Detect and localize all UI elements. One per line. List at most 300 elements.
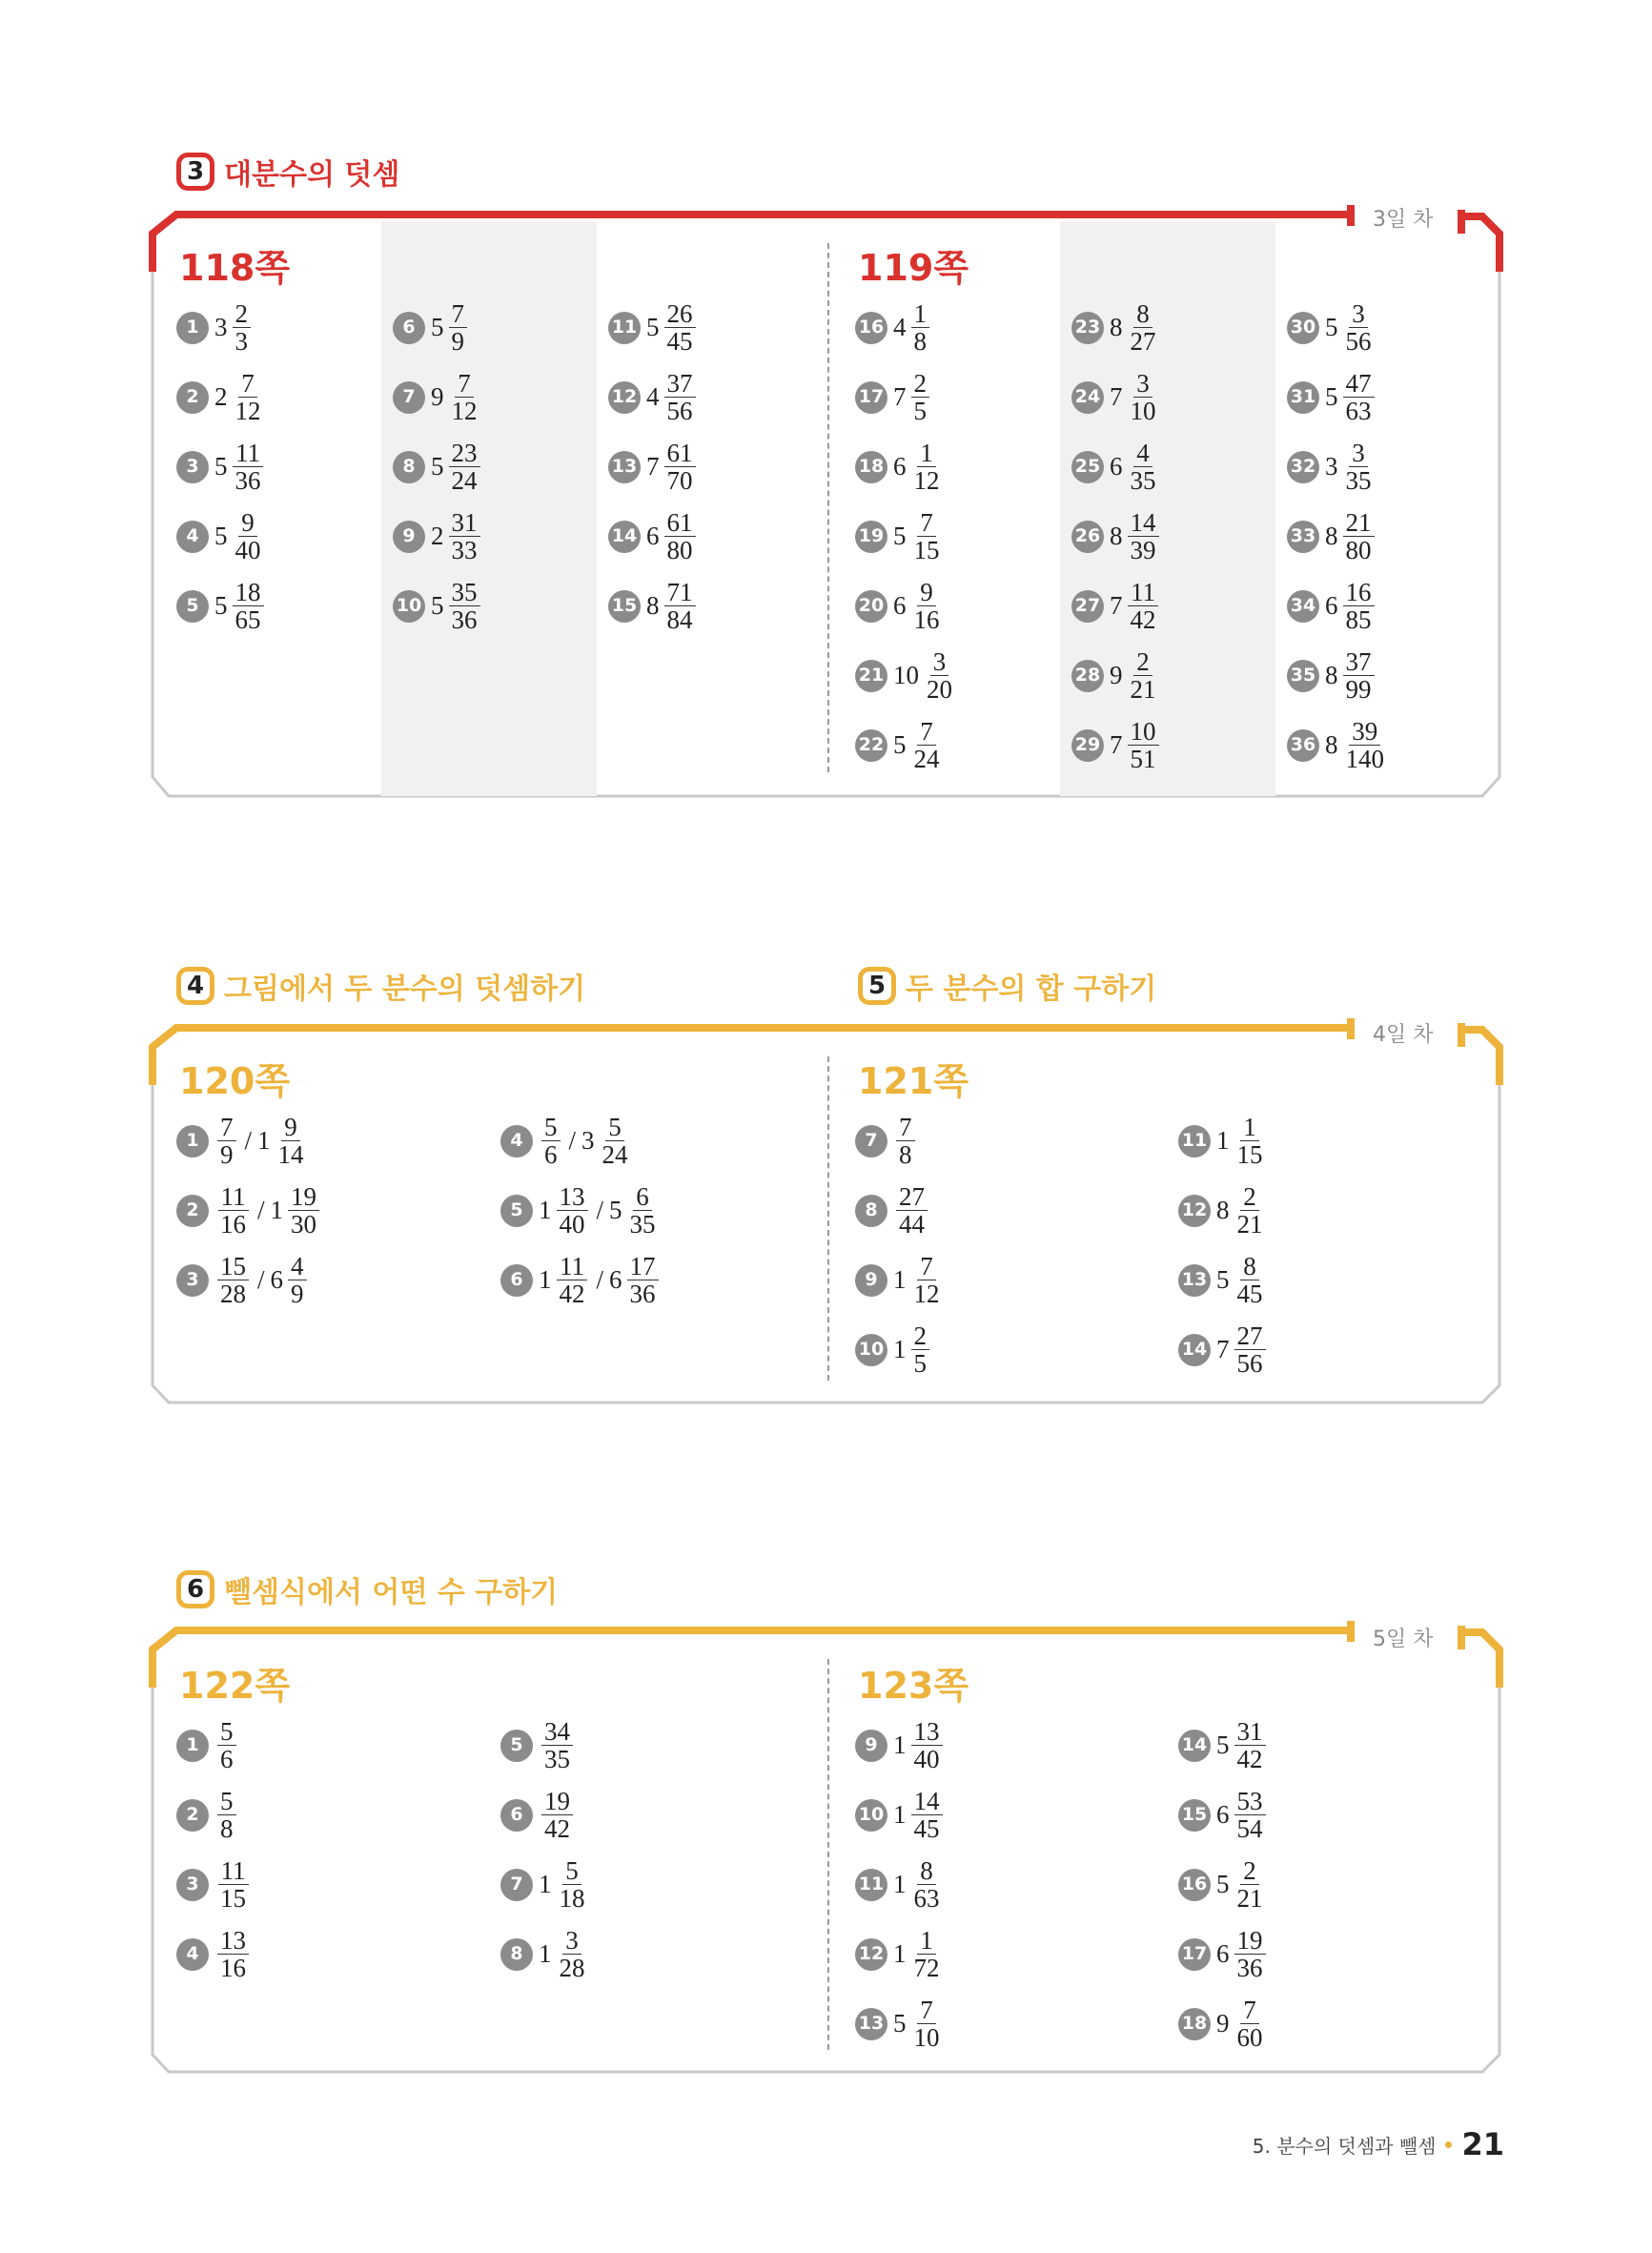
numerator: 7 [917,509,936,537]
whole-number: 8 [646,591,660,621]
denominator: 39 [1130,536,1156,565]
answer-item [1287,440,1377,495]
numerator: 3 [562,1927,581,1955]
fraction [664,300,696,356]
denominator: 3 [235,327,248,357]
denominator: 5 [913,1349,927,1379]
numerator: 8 [917,1857,936,1885]
item-number-badge: 9 [855,1730,887,1762]
numerator: 3 [1349,440,1368,467]
numerator: 7 [917,1253,936,1280]
answer-item [1178,1183,1269,1239]
day-label: 3일 차 [1373,208,1434,232]
answer-item [855,1322,932,1378]
denominator: 28 [220,1280,246,1309]
item-number-badge: 17 [1178,1938,1211,1971]
denominator: 60 [1236,2023,1263,2053]
numerator: 11 [218,1183,249,1211]
denominator: 18 [559,1884,585,1914]
fraction [911,1788,943,1843]
numerator: 8 [1240,1253,1259,1280]
item-number-badge: 3 [176,1869,209,1901]
whole-number: 6 [893,452,907,481]
whole-number: 7 [646,452,660,481]
fraction [288,1253,307,1308]
whole-number: 6 [893,591,907,621]
denominator: 36 [235,466,261,496]
fraction [1343,648,1375,704]
numerator: 27 [896,1183,928,1211]
fraction [217,1114,236,1169]
numerator: 9 [281,1114,300,1141]
denominator: 21 [1130,675,1156,705]
whole-number: 6 [646,522,660,551]
fraction [664,440,696,495]
answer-item [1178,1253,1269,1308]
numerator: 39 [1349,718,1380,746]
item-number-badge: 10 [393,590,425,623]
numerator: 3 [1349,300,1368,328]
item-number-badge: 15 [608,590,641,623]
item-number-badge: 32 [1287,451,1319,483]
item-number-badge: 7 [393,381,425,414]
numerator: 7 [917,1997,936,2024]
fraction [1128,648,1159,704]
whole-number: 1 [893,1335,907,1364]
whole-number: 8 [1110,522,1123,551]
numerator: 14 [911,1788,943,1815]
numerator: 27 [1234,1322,1266,1350]
fraction [1343,718,1388,773]
fraction [1234,1857,1266,1913]
answer-item [855,648,958,704]
whole-number: 5 [431,591,444,621]
answer-item [393,509,483,564]
answer-item [1071,648,1162,704]
answer-item [855,1927,946,1982]
whole-number: 1 [539,1265,552,1295]
answer-item [855,718,946,773]
answer-item [608,509,699,564]
whole-number: 5 [893,730,907,760]
separator: / [596,1196,604,1225]
numerator: 1 [917,440,936,467]
answer-item [500,1253,662,1308]
item-number-badge: 4 [176,1938,209,1971]
item-number-badge: 23 [1071,312,1104,344]
item-number-badge: 13 [608,451,641,483]
whole-number: 2 [214,382,228,412]
denominator: 40 [913,1745,940,1774]
numerator: 34 [541,1718,573,1746]
denominator: 15 [220,1884,246,1914]
denominator: 16 [220,1210,246,1239]
fraction [217,1857,249,1913]
denominator: 12 [451,397,478,426]
fraction [1234,1997,1266,2052]
fraction [1234,1114,1266,1169]
answer-item [1287,509,1377,564]
answer-item [855,1183,930,1239]
denominator: 8 [899,1140,912,1170]
numerator: 7 [917,718,936,746]
item-number-badge: 28 [1071,660,1104,692]
chapter-title: 5. 분수의 덧셈과 뺄셈 [1252,2134,1437,2158]
whole-number: 7 [1110,382,1123,412]
answer-item [1287,579,1377,634]
numerator: 5 [605,1114,624,1141]
fraction [449,370,480,425]
fraction [1234,1322,1266,1378]
fraction [1128,718,1159,773]
denominator: 28 [559,1954,585,1983]
answer-item [1071,440,1162,495]
fraction [911,1927,943,1982]
numerator: 61 [664,440,696,467]
item-number-badge: 10 [855,1799,887,1832]
denominator: 9 [451,327,464,357]
whole-number: 1 [893,1731,907,1760]
answer-item [855,509,946,564]
answer-item [1071,579,1162,634]
separator: / [596,1265,604,1295]
fraction [1234,1253,1266,1308]
numerator: 11 [218,1857,249,1885]
fraction [1234,1183,1266,1239]
fraction [664,370,696,425]
denominator: 35 [629,1210,656,1239]
denominator: 42 [559,1280,585,1309]
denominator: 56 [1236,1349,1263,1379]
fraction [1234,1788,1266,1843]
fraction [233,579,264,634]
fraction [1234,1927,1266,1982]
section-title-text: 그림에서 두 분수의 덧셈하기 [224,973,586,1006]
answer-item [1071,718,1162,773]
denominator: 9 [220,1140,234,1170]
numerator: 5 [217,1788,236,1815]
item-number-badge: 2 [176,1195,209,1227]
separator: / [568,1126,577,1156]
section-number-badge: 5 [858,967,896,1005]
page-heading: 119쪽 [858,247,969,289]
whole-number: 4 [893,313,907,342]
numerator: 35 [449,579,480,606]
whole-number: 6 [1216,1800,1230,1830]
whole-number: 5 [214,452,228,481]
denominator: 33 [451,536,478,565]
answer-item [855,440,946,495]
denominator: 35 [1130,466,1156,496]
whole-number: 5 [1216,1870,1230,1899]
whole-number: 5 [431,313,444,342]
item-number-badge: 29 [1071,729,1104,762]
whole-number: 8 [1110,313,1123,342]
whole-number: 5 [893,2009,907,2038]
section-4-title [176,965,585,1007]
fraction [217,1718,236,1773]
numerator: 11 [233,440,263,467]
numerator: 14 [1128,509,1159,537]
whole-number: 6 [1325,591,1338,621]
fraction [1343,579,1375,634]
denominator: 80 [1345,536,1372,565]
numerator: 18 [233,579,264,606]
whole-number: 9 [431,382,444,412]
denominator: 9 [291,1280,304,1309]
item-number-badge: 15 [1178,1799,1211,1832]
fraction [288,1183,319,1239]
fraction [911,509,943,564]
fraction [1343,509,1375,564]
answer-item [855,370,932,425]
fraction [1128,300,1159,356]
answer-item [1287,648,1377,704]
fraction [627,1183,659,1239]
day-label: 4일 차 [1373,1023,1434,1047]
denominator: 12 [913,466,940,496]
item-number-badge: 17 [855,381,887,414]
item-number-badge: 9 [393,521,425,553]
item-number-badge: 19 [855,521,887,553]
bullet-icon [1445,2141,1452,2148]
numerator: 23 [449,440,480,467]
item-number-badge: 14 [1178,1730,1211,1762]
item-number-badge: 27 [1071,590,1104,623]
numerator: 8 [1133,300,1152,328]
item-number-badge: 5 [500,1730,533,1762]
denominator: 14 [277,1140,304,1170]
section-number-badge: 4 [176,967,214,1005]
denominator: 70 [666,466,693,496]
numerator: 7 [896,1114,915,1141]
item-number-badge: 12 [1178,1195,1211,1227]
item-number-badge: 2 [176,1799,209,1832]
whole-number: 1 [270,1196,284,1225]
page-divider [827,1056,829,1381]
answer-item [608,579,699,634]
whole-number: 8 [1325,661,1338,690]
whole-number: 3 [581,1126,595,1156]
answer-item [855,579,946,634]
denominator: 6 [544,1140,558,1170]
answer-item [393,370,483,425]
denominator: 36 [451,605,478,635]
fraction [449,300,468,356]
item-number-badge: 8 [393,451,425,483]
fraction [449,440,480,495]
numerator: 6 [633,1183,652,1211]
fraction [911,718,943,773]
denominator: 140 [1345,745,1384,774]
numerator: 7 [238,370,257,398]
item-number-badge: 22 [855,729,887,762]
fraction [541,1718,573,1773]
denominator: 63 [913,1884,940,1914]
denominator: 15 [913,536,940,565]
denominator: 65 [235,605,261,635]
numerator: 5 [217,1718,236,1746]
numerator: 47 [1343,370,1375,398]
denominator: 44 [899,1210,925,1239]
item-number-badge: 8 [500,1938,533,1971]
answer-item [393,579,483,634]
section-number-badge: 6 [176,1570,214,1608]
denominator: 85 [1345,605,1372,635]
fraction [557,1857,588,1913]
whole-number: 9 [1216,2009,1230,2038]
numerator: 4 [288,1253,307,1280]
item-number-badge: 12 [608,381,641,414]
fraction [911,1322,930,1378]
denominator: 45 [1236,1280,1263,1309]
answer-item [1178,1927,1269,1982]
fraction [911,370,930,425]
page-footer [1253,2126,1504,2162]
fraction [1128,579,1159,634]
item-number-badge: 7 [855,1125,887,1157]
denominator: 42 [1130,605,1156,635]
denominator: 5 [913,397,927,426]
numerator: 21 [1343,509,1375,537]
whole-number: 7 [1110,730,1123,760]
numerator: 61 [664,509,696,537]
fraction [664,509,696,564]
whole-number: 1 [539,1870,552,1899]
numerator: 19 [541,1788,573,1815]
answer-item [176,1114,310,1169]
denominator: 40 [235,536,261,565]
answer-item [176,440,267,495]
numerator: 13 [911,1718,943,1746]
answer-item [176,370,267,425]
item-number-badge: 14 [1178,1334,1211,1366]
fraction [911,300,930,356]
denominator: 56 [1345,327,1372,357]
section-6-title [176,1568,558,1610]
page-number: 21 [1461,2126,1504,2162]
item-number-badge: 5 [500,1195,533,1227]
fraction [557,1253,588,1308]
whole-number: 1 [893,1870,907,1899]
whole-number: 5 [609,1196,622,1225]
item-number-badge: 2 [176,381,209,414]
denominator: 45 [913,1814,940,1844]
denominator: 99 [1345,675,1372,705]
answer-item [176,1253,310,1308]
numerator: 13 [217,1927,249,1955]
denominator: 42 [1236,1745,1263,1774]
answer-item [500,1857,591,1913]
whole-number: 1 [539,1196,552,1225]
denominator: 24 [451,466,478,496]
whole-number: 6 [1110,452,1123,481]
answer-item [1178,1718,1269,1773]
denominator: 84 [666,605,693,635]
fraction [664,579,696,634]
fraction [275,1114,307,1169]
whole-number: 5 [1325,313,1338,342]
whole-number: 6 [609,1265,622,1295]
answer-item [1178,1997,1269,2052]
fraction [1343,370,1375,425]
fraction [217,1183,249,1239]
answer-item [500,1114,634,1169]
denominator: 16 [913,605,940,635]
item-number-badge: 20 [855,590,887,623]
answer-item [855,300,932,356]
answer-item [1287,718,1390,773]
item-number-badge: 12 [855,1938,887,1971]
answer-item [855,1788,946,1843]
denominator: 24 [913,745,940,774]
denominator: 21 [1236,1884,1263,1914]
denominator: 12 [235,397,261,426]
item-number-badge: 21 [855,660,887,692]
denominator: 36 [1236,1954,1263,1983]
answer-item [1178,1788,1269,1843]
answer-item [500,1183,662,1239]
numerator: 15 [217,1253,249,1280]
item-number-badge: 11 [855,1869,887,1901]
item-number-badge: 4 [500,1125,533,1157]
whole-number: 1 [539,1939,552,1969]
numerator: 53 [1234,1788,1266,1815]
numerator: 9 [238,509,257,537]
numerator: 11 [1128,579,1158,606]
numerator: 2 [1240,1183,1259,1211]
fraction [1128,440,1159,495]
item-number-badge: 33 [1287,521,1319,553]
denominator: 15 [1236,1140,1263,1170]
whole-number: 5 [893,522,907,551]
numerator: 11 [557,1253,587,1280]
denominator: 63 [1345,397,1372,426]
fraction [449,579,480,634]
item-number-badge: 4 [176,521,209,553]
fraction [600,1114,631,1169]
denominator: 24 [602,1140,628,1170]
separator: / [257,1196,265,1225]
whole-number: 3 [1325,452,1338,481]
fraction [911,1253,943,1308]
answer-item [855,1997,946,2052]
numerator: 3 [930,648,949,676]
denominator: 45 [666,327,693,357]
answer-item [855,1857,946,1913]
numerator: 1 [1240,1114,1259,1141]
denominator: 21 [1236,1210,1263,1239]
numerator: 2 [1240,1857,1259,1885]
whole-number: 1 [893,1265,907,1295]
fraction [217,1788,236,1843]
denominator: 8 [913,327,927,357]
fraction [1128,370,1159,425]
denominator: 20 [927,675,952,705]
denominator: 16 [220,1954,246,1983]
item-number-badge: 10 [855,1334,887,1366]
whole-number: 10 [893,661,919,690]
day-label: 5일 차 [1373,1628,1434,1651]
numerator: 37 [1343,648,1375,676]
fraction [911,579,943,634]
denominator: 54 [1236,1814,1263,1844]
fraction [557,1927,588,1982]
page-divider [827,1659,829,2050]
whole-number: 5 [646,313,660,342]
item-number-badge: 1 [176,312,209,344]
denominator: 10 [1130,397,1156,426]
